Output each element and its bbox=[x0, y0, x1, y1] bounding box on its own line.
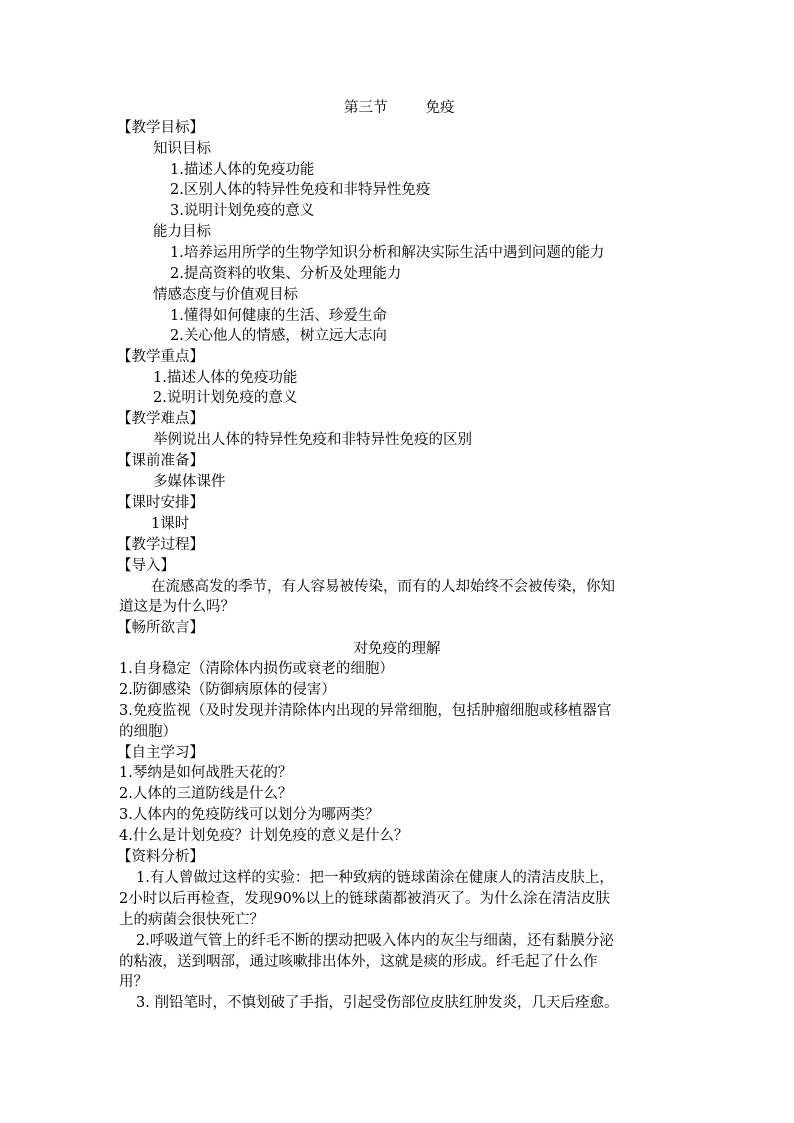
analysis-paragraph-2: 的粘液，送到咽部，通过咳嗽排出体外，这就是痰的形成。纤毛起了什么作 bbox=[119, 954, 598, 970]
schedule-text: 1课时 bbox=[151, 516, 190, 532]
knowledge-goal-item: 3.说明计划免疫的意义 bbox=[170, 203, 315, 219]
emotion-goals-label: 情感态度与价值观目标 bbox=[153, 287, 298, 303]
discussion-item: 2.防御感染（防御病原体的侵害） bbox=[119, 682, 336, 698]
section-number: 第三节 bbox=[344, 100, 388, 116]
difficulty-header: 【教学难点】 bbox=[117, 411, 204, 427]
self-study-item: 2.人体的三道防线是什么？ bbox=[119, 786, 293, 802]
emotion-goal-item: 2.关心他人的情感，树立远大志向 bbox=[170, 328, 387, 344]
discussion-subtitle: 对免疫的理解 bbox=[353, 641, 441, 657]
intro-text: 道这是为什么吗？ bbox=[119, 599, 235, 615]
discussion-item: 3.免疫监视（及时发现并清除体内出现的异常细胞，包括肿瘤细胞或移植器官 bbox=[119, 703, 612, 719]
teaching-goals-header: 【教学目标】 bbox=[117, 120, 204, 136]
intro-text: 在流感高发的季节，有人容易被传染，而有的人却始终不会被传染，你知 bbox=[151, 579, 615, 595]
analysis-paragraph-2: 2.呼吸道气管上的纤毛不断的摆动把吸入体内的灰尘与细菌，还有黏膜分泌 bbox=[136, 933, 614, 949]
analysis-paragraph-1: 上的病菌会很快死亡？ bbox=[119, 912, 264, 928]
schedule-header: 【课时安排】 bbox=[117, 495, 204, 511]
emotion-goal-item: 1.懂得如何健康的生活、珍爱生命 bbox=[170, 308, 387, 324]
discussion-item: 的细胞） bbox=[119, 724, 177, 740]
knowledge-goal-item: 2.区别人体的特异性免疫和非特异性免疫 bbox=[170, 182, 431, 198]
key-point-item: 1.描述人体的免疫功能 bbox=[153, 370, 298, 386]
preparation-text: 多媒体课件 bbox=[153, 474, 226, 490]
ability-goal-item: 2.提高资料的收集、分析及处理能力 bbox=[170, 266, 402, 282]
knowledge-goals-label: 知识目标 bbox=[153, 141, 211, 157]
self-study-item: 3.人体内的免疫防线可以划分为哪两类？ bbox=[119, 807, 380, 823]
intro-header: 【导入】 bbox=[117, 558, 175, 574]
analysis-paragraph-1: 1.有人曾做过这样的实验：把一种致病的链球菌涂在健康人的清洁皮肤上， bbox=[136, 870, 614, 886]
discussion-header: 【畅所欲言】 bbox=[117, 620, 204, 636]
page-title bbox=[344, 98, 455, 119]
difficulty-text: 举例说出人体的特异性免疫和非特异性免疫的区别 bbox=[153, 432, 472, 448]
ability-goal-item: 1.培养运用所学的生物学知识分析和解决实际生活中遇到问题的能力 bbox=[170, 245, 605, 261]
analysis-paragraph-2: 用？ bbox=[119, 974, 148, 990]
self-study-item: 1.琴纳是如何战胜天花的？ bbox=[119, 765, 293, 781]
analysis-paragraph-1: 2小时以后再检查，发现90%以上的链球菌都被消灭了。为什么涂在清洁皮肤 bbox=[119, 891, 610, 907]
self-study-header: 【自主学习】 bbox=[117, 745, 204, 761]
analysis-header: 【资料分析】 bbox=[117, 849, 204, 865]
section-topic: 免疫 bbox=[425, 100, 455, 116]
process-header: 【教学过程】 bbox=[117, 537, 204, 553]
key-points-header: 【教学重点】 bbox=[117, 349, 204, 365]
preparation-header: 【课前准备】 bbox=[117, 453, 204, 469]
discussion-item: 1.自身稳定（清除体内损伤或衰老的细胞） bbox=[119, 661, 394, 677]
knowledge-goal-item: 1.描述人体的免疫功能 bbox=[170, 162, 315, 178]
analysis-paragraph-3: 3. 削铅笔时，不慎划破了手指，引起受伤部位皮肤红肿发炎，几天后痊愈。 bbox=[136, 995, 619, 1011]
self-study-item: 4.什么是计划免疫？计划免疫的意义是什么？ bbox=[119, 828, 409, 844]
ability-goals-label: 能力目标 bbox=[153, 224, 211, 240]
key-point-item: 2.说明计划免疫的意义 bbox=[153, 390, 298, 406]
